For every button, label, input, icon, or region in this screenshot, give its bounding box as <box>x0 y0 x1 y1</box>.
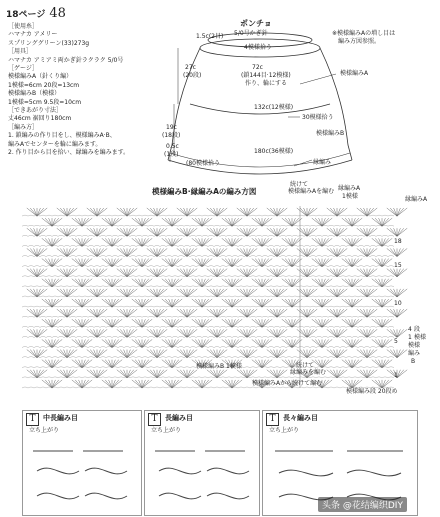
dc-symbol-icon: T <box>148 413 161 426</box>
materials-line: ［できあがり寸法］ <box>8 107 63 115</box>
neck-border-label: 1.5c(2目) <box>196 33 224 40</box>
poncho-hook: 5/0号かぎ針 <box>234 30 268 37</box>
edge-a-repeat: 1模様 <box>342 193 358 200</box>
edge-a-label: 縁編みA <box>338 185 361 192</box>
side-repeat: 段 <box>414 326 421 333</box>
bottom-edge-label: 模様編み段 20段め <box>346 388 398 395</box>
stitch-panel-hdc <box>22 410 142 516</box>
poncho-title: ポンチョ <box>240 19 272 28</box>
label-pattern-b: 模様編みB <box>316 130 345 137</box>
bottom-cont-label: 縁編みを編む <box>290 369 327 376</box>
stitch-sub: 立ち上がり <box>151 427 182 434</box>
label-pattern-a: 模様編みA <box>340 70 369 77</box>
materials-line: 2. 作り目から目を拾い、縁編みを編みます。 <box>8 149 130 157</box>
materials-line: 編みAでセンターを輪に編みます。 <box>8 140 102 148</box>
materials-line: 1模様=6cm 20段=13cm <box>8 81 80 89</box>
repeats-30-label: 30模様拾う <box>302 114 334 121</box>
dc-illustration <box>145 411 259 515</box>
label-edge: 縁編み <box>313 159 332 166</box>
row-number: 18 <box>394 238 402 245</box>
hdc-illustration <box>23 411 141 515</box>
materials-line: 1模様=5cm 9.5段=10cm <box>8 98 82 106</box>
side-repeat: 模様 <box>414 334 427 341</box>
materials-line: スプリンググリーン(33)273g <box>8 39 90 47</box>
page-label: 18ページ <box>6 10 46 20</box>
materials-line: 模様編みA（針くり編） <box>8 73 73 81</box>
cont-label: 模様編みAを編む <box>288 188 335 195</box>
materials-line: ［使用糸］ <box>8 23 39 30</box>
bottom-pick-label: 模様編みAから続けて編む <box>252 380 323 387</box>
ring-132-label: 132c(12模様) <box>254 104 294 111</box>
side-05-label: 0.5c <box>166 143 179 150</box>
materials-line: 模様編みB（模様） <box>8 90 61 98</box>
watermark: 头条 @花结编织DIY <box>318 497 407 512</box>
side-19-rows-label: (18段) <box>162 132 181 139</box>
stitch-panel-dc <box>144 410 260 516</box>
poncho-note: 編み方図参照。 <box>338 38 381 45</box>
stitch-title: 中長編み目 <box>43 414 78 422</box>
materials-line: 丈46cm 裾回り180cm <box>8 115 72 123</box>
materials-line: ［ゲージ］ <box>8 65 38 73</box>
side-27-label: 27c <box>185 64 196 71</box>
side-27-rows-label: (20段) <box>183 72 202 79</box>
row-number: 1 <box>394 372 398 379</box>
page-number: 48 <box>49 6 66 21</box>
materials-line: 1. 鎖編みの作り目をし、模様編みA·B、 <box>8 132 116 140</box>
side-repeat: 4 <box>408 326 412 333</box>
row-number: 10 <box>394 300 402 307</box>
chain-detail-label: (鎖144目·12模様) <box>241 72 291 79</box>
tr-symbol-icon: T <box>266 413 279 426</box>
side-repeat: B <box>411 358 416 365</box>
side-05-rows-label: (1段) <box>164 151 179 158</box>
materials-line: ハマナカ アミアミ両かぎ針ラクラク 5/0号 <box>8 56 124 64</box>
side-19-label: 19c <box>166 124 177 131</box>
pick-80-label: (80模様拾う <box>186 160 220 167</box>
stitch-title: 長々編み目 <box>283 414 318 422</box>
bottom-repeat-label: 模様編みB 1模様 <box>196 363 242 370</box>
chain-count-label: 72c <box>252 64 263 71</box>
diagram-title: 模様編みB·縁編みAの編み方図 <box>152 187 257 196</box>
materials-line: ハマナカ アメリー <box>8 31 58 39</box>
chain-detail-label: 作り、輪にする <box>245 80 288 87</box>
side-repeat: 模 <box>408 342 415 349</box>
row-number: 15 <box>394 262 402 269</box>
side-repeat: 編 <box>408 350 415 357</box>
neck-pick-label: 4模様拾う <box>244 44 272 51</box>
side-repeat: 様 <box>414 342 421 349</box>
stitch-sub: 立ち上がり <box>269 427 300 434</box>
row-number: 5 <box>394 338 398 345</box>
cont-label: 続けて <box>290 181 309 188</box>
stitch-sub: 立ち上がり <box>29 427 60 434</box>
materials-line: ［用具］ <box>8 48 33 56</box>
bottom-cont-label: 続けて <box>296 362 315 369</box>
side-repeat: み <box>414 350 421 357</box>
stitch-title: 長編み目 <box>165 414 193 422</box>
hem-180-label: 180c(36模様) <box>254 148 294 155</box>
side-repeat: 1 <box>408 334 412 341</box>
right-label-top: 縁編みA <box>405 196 428 203</box>
materials-line: ［編み方］ <box>8 123 39 131</box>
hdc-symbol-icon: T <box>26 413 39 426</box>
poncho-note: ※模様編みAの増し目は <box>332 30 396 37</box>
